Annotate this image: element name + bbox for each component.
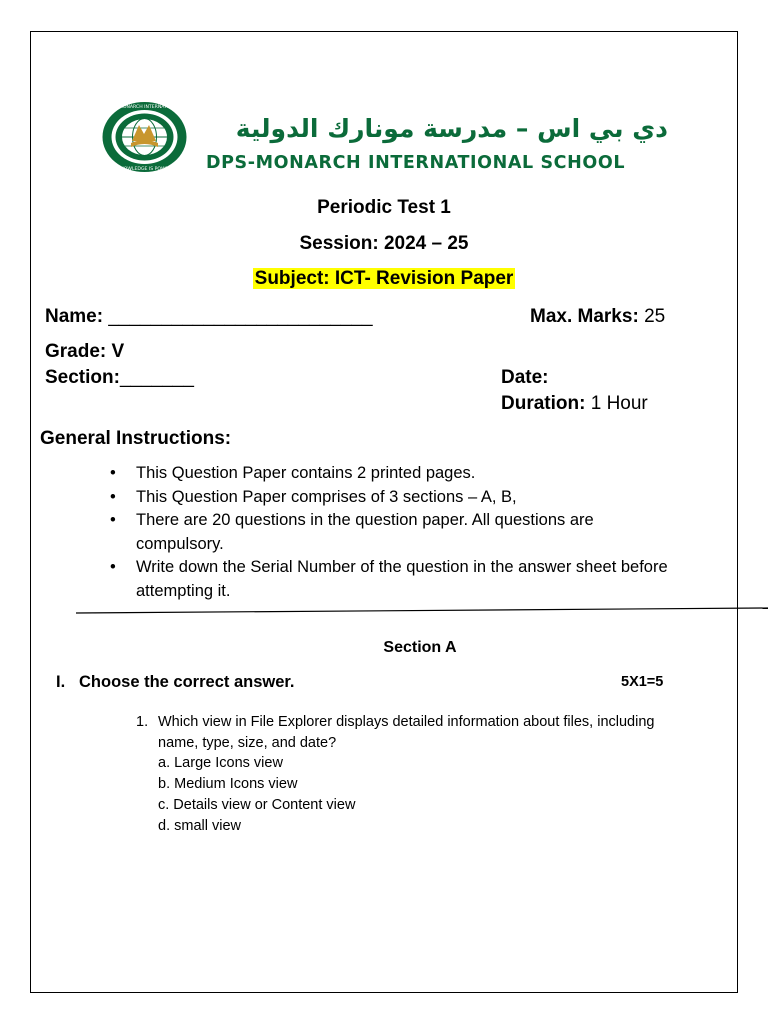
question-group-title: Choose the correct answer. bbox=[79, 673, 295, 691]
instruction-text: There are 20 questions in the question paper. All questions are compulsory. bbox=[136, 511, 594, 553]
school-name-english: DPS-MONARCH INTERNATIONAL SCHOOL bbox=[206, 153, 626, 173]
section-a-title: Section A bbox=[383, 639, 457, 656]
instruction-text: This Question Paper contains 2 printed pages. bbox=[136, 464, 476, 482]
duration-value: 1 Hour bbox=[590, 393, 648, 414]
name-label: Name: bbox=[45, 306, 104, 327]
session-title: Session: 2024 – 25 bbox=[299, 233, 469, 254]
date-label: Date: bbox=[501, 367, 549, 388]
question-body bbox=[158, 712, 698, 836]
question-group-marks: 5X1=5 bbox=[621, 674, 664, 690]
question-text: Which view in File Explorer displays detailed information about files, including name, type, size, and date? bbox=[158, 714, 655, 751]
logo-ring-bottom-text: KNOWLEDGE IS POWER bbox=[117, 167, 172, 172]
answer-option: c. Details view or Content view bbox=[158, 796, 356, 813]
max-marks-field bbox=[530, 306, 665, 328]
logo-ring-top-text: DPS-MONARCH INTERNATIONAL bbox=[108, 105, 181, 110]
instruction-item bbox=[110, 462, 670, 486]
school-name-arabic: دي بي اس – مدرسة مونارك الدولية bbox=[235, 114, 668, 143]
max-marks-value: 25 bbox=[644, 306, 666, 327]
bullet-icon: • bbox=[110, 558, 116, 576]
test-title: Periodic Test 1 bbox=[317, 197, 451, 218]
question-number: 1. bbox=[136, 714, 149, 730]
subject-title: Subject: ICT- Revision Paper bbox=[254, 268, 514, 289]
answer-option: d. small view bbox=[158, 817, 241, 834]
section-field bbox=[45, 367, 194, 389]
section-label: Section: bbox=[45, 367, 120, 388]
duration-label: Duration: bbox=[501, 393, 586, 414]
answer-option: a. Large Icons view bbox=[158, 755, 283, 772]
name-blank: _________________________ bbox=[108, 306, 373, 327]
name-field bbox=[45, 306, 373, 328]
subject-title-wrapper bbox=[0, 268, 768, 290]
instruction-item bbox=[110, 486, 670, 510]
bullet-icon: • bbox=[110, 464, 116, 482]
section-blank: _______ bbox=[119, 367, 194, 388]
duration-field bbox=[501, 393, 648, 415]
bullet-icon: • bbox=[110, 511, 116, 529]
bullet-icon: • bbox=[110, 487, 116, 506]
instruction-text: Write down the Serial Number of the question in the answer sheet before attempting it. bbox=[136, 558, 668, 600]
date-field bbox=[501, 367, 549, 389]
instruction-item bbox=[110, 556, 670, 603]
grade-label: Grade: V bbox=[45, 341, 125, 362]
instructions-title: General Instructions: bbox=[40, 428, 232, 449]
question-group-number: I. bbox=[56, 673, 66, 691]
school-logo bbox=[101, 101, 188, 173]
max-marks-label: Max. Marks: bbox=[530, 306, 639, 327]
instruction-text: This Question Paper comprises of 3 sections – A, B, bbox=[136, 487, 517, 506]
answer-option: b. Medium Icons view bbox=[158, 776, 298, 793]
instruction-item bbox=[110, 509, 670, 556]
instructions-list bbox=[110, 462, 670, 603]
grade-field bbox=[45, 341, 124, 363]
